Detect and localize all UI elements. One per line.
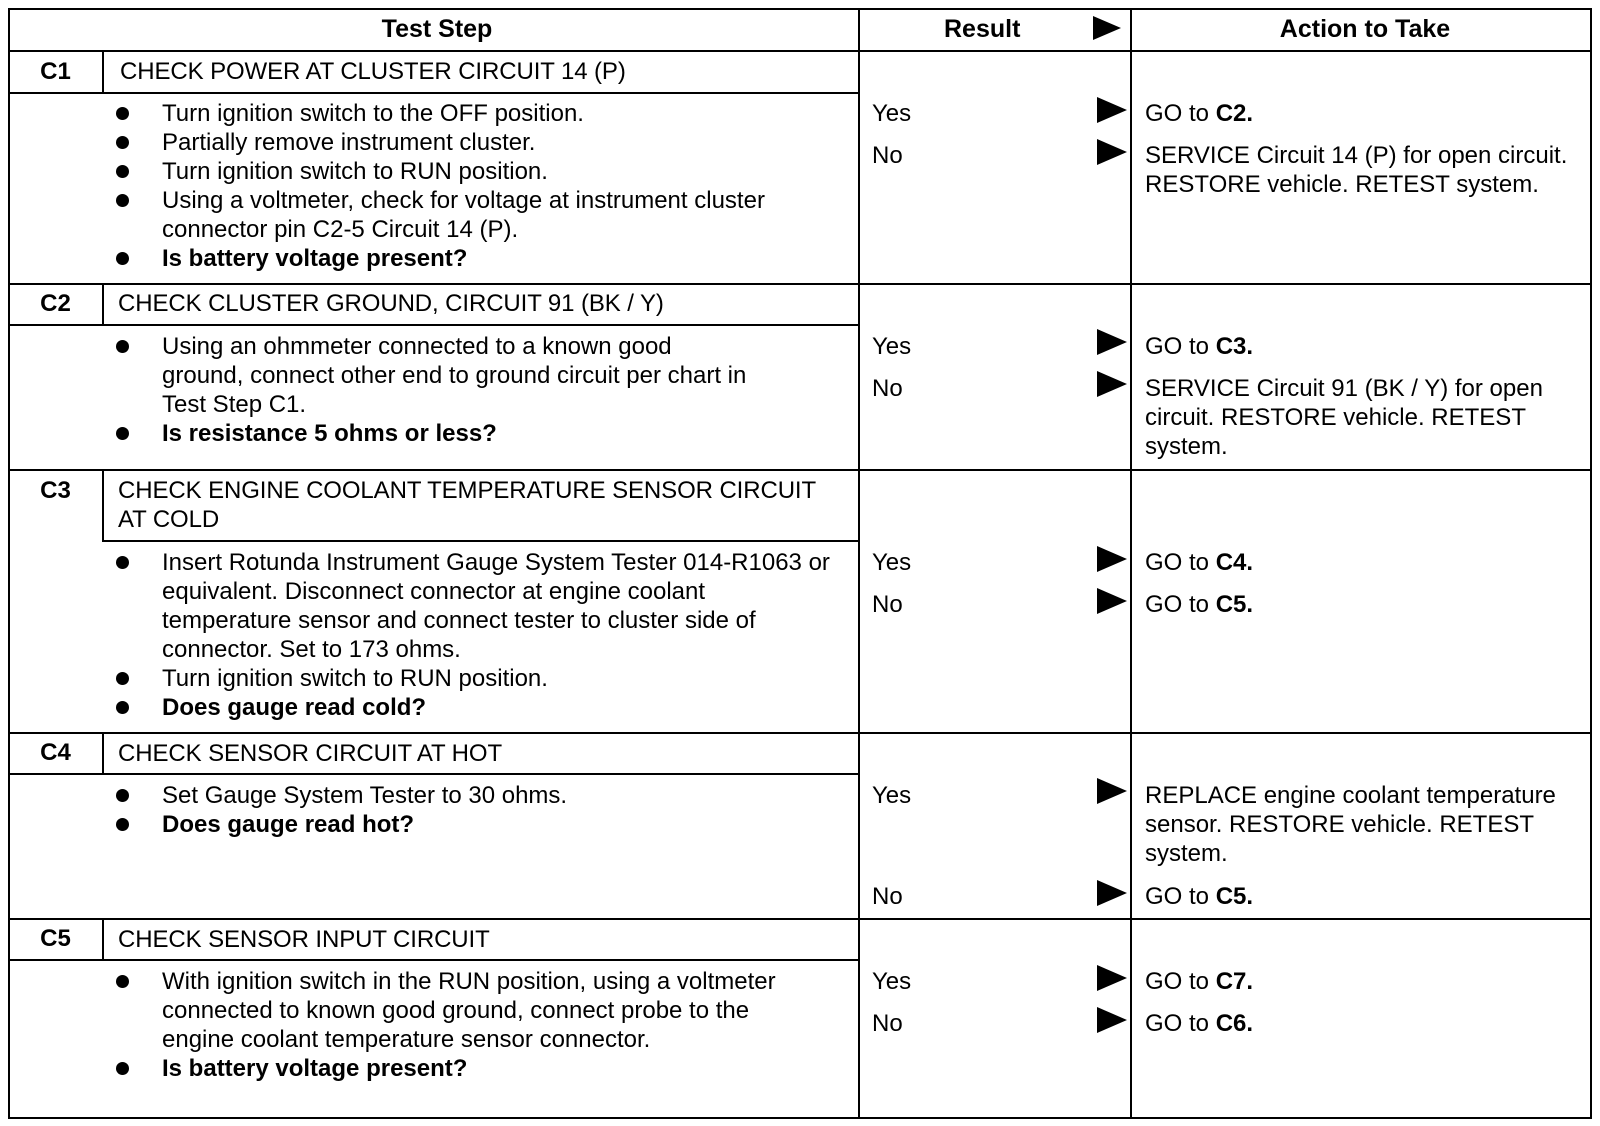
action-text: GO to C3. bbox=[1145, 333, 1254, 360]
result-no: No bbox=[872, 1010, 903, 1037]
arrow-icon bbox=[1097, 371, 1127, 397]
arrow-icon bbox=[1097, 97, 1127, 123]
bullet-icon bbox=[116, 194, 129, 207]
action-text: GO to C4. bbox=[1145, 549, 1254, 576]
bullet-icon bbox=[116, 975, 129, 988]
step-id: C4 bbox=[40, 739, 71, 766]
arrow-icon bbox=[1097, 778, 1127, 804]
header-action: Action to Take bbox=[1279, 15, 1451, 43]
bullet-icon bbox=[116, 701, 129, 714]
list-item: Is resistance 5 ohms or less? bbox=[116, 419, 756, 448]
header-test-step: Test Step bbox=[381, 15, 493, 43]
result-no: No bbox=[872, 883, 903, 910]
header-result: Result bbox=[944, 15, 1021, 43]
list-item: Turn ignition switch to the OFF position. bbox=[116, 99, 816, 128]
action-text: SERVICE Circuit 14 (P) for open circuit. RESTORE vehicle. RETEST system. bbox=[1145, 142, 1568, 198]
list-item: Is battery voltage present? bbox=[116, 244, 816, 273]
list-item: Using a voltmeter, check for voltage at instrument cluster connector pin C2-5 Circuit 14 (P). bbox=[116, 186, 796, 244]
bullet-icon bbox=[116, 556, 129, 569]
bullet-icon bbox=[116, 252, 129, 265]
result-yes: Yes bbox=[872, 333, 912, 360]
step-instructions bbox=[116, 781, 816, 839]
result-no: No bbox=[872, 142, 903, 169]
step-instructions bbox=[116, 332, 756, 448]
action-text: SERVICE Circuit 91 (BK / Y) for open circuit. RESTORE vehicle. RETEST system. bbox=[1145, 375, 1543, 460]
list-item: With ignition switch in the RUN position, using a voltmeter connected to known good ground, connect probe to the engine coolant temperature sensor connector. bbox=[116, 967, 776, 1054]
arrow-icon bbox=[1097, 880, 1127, 906]
arrow-icon bbox=[1097, 965, 1127, 991]
action-text: GO to C5. bbox=[1145, 591, 1254, 618]
step-title: CHECK CLUSTER GROUND, CIRCUIT 91 (BK / Y) bbox=[118, 290, 664, 317]
list-item: Partially remove instrument cluster. bbox=[116, 128, 816, 157]
arrow-icon bbox=[1097, 1007, 1127, 1033]
bullet-icon bbox=[116, 789, 129, 802]
action-text: GO to C2. bbox=[1145, 100, 1254, 127]
result-no: No bbox=[872, 591, 903, 618]
step-instructions bbox=[116, 548, 836, 722]
result-yes: Yes bbox=[872, 782, 912, 809]
step-instructions bbox=[116, 99, 816, 273]
list-item: Does gauge read cold? bbox=[116, 693, 836, 722]
arrow-icon bbox=[1097, 139, 1127, 165]
bullet-icon bbox=[116, 672, 129, 685]
step-id: C1 bbox=[40, 58, 71, 85]
bullet-icon bbox=[116, 1062, 129, 1075]
bullet-icon bbox=[116, 136, 129, 149]
arrow-icon bbox=[1093, 16, 1121, 40]
arrow-icon bbox=[1097, 546, 1127, 572]
list-item: Turn ignition switch to RUN position. bbox=[116, 664, 836, 693]
list-item: Set Gauge System Tester to 30 ohms. bbox=[116, 781, 816, 810]
action-text: GO to C7. bbox=[1145, 968, 1254, 995]
bullet-icon bbox=[116, 427, 129, 440]
bullet-icon bbox=[116, 340, 129, 353]
step-id: C2 bbox=[40, 290, 71, 317]
step-title: CHECK ENGINE COOLANT TEMPERATURE SENSOR CIRCUIT AT COLD bbox=[118, 477, 816, 533]
step-title: CHECK POWER AT CLUSTER CIRCUIT 14 (P) bbox=[120, 58, 626, 85]
step-instructions bbox=[116, 967, 776, 1083]
list-item: Using an ohmmeter connected to a known good ground, connect other end to ground circuit per chart in Test Step C1. bbox=[116, 332, 756, 419]
bullet-icon bbox=[116, 818, 129, 831]
result-yes: Yes bbox=[872, 968, 912, 995]
step-id: C5 bbox=[40, 925, 71, 952]
result-yes: Yes bbox=[872, 100, 912, 127]
list-item: Turn ignition switch to RUN position. bbox=[116, 157, 816, 186]
step-title: CHECK SENSOR CIRCUIT AT HOT bbox=[118, 740, 503, 767]
bullet-icon bbox=[116, 165, 129, 178]
bullet-icon bbox=[116, 107, 129, 120]
result-no: No bbox=[872, 375, 903, 402]
arrow-icon bbox=[1097, 588, 1127, 614]
list-item: Insert Rotunda Instrument Gauge System Tester 014-R1063 or equivalent. Disconnect connector at engine coolant temperature sensor and connect tester to cluster side of connector. Set to 173 ohms. bbox=[116, 548, 836, 664]
step-title: CHECK SENSOR INPUT CIRCUIT bbox=[118, 926, 490, 953]
list-item: Is battery voltage present? bbox=[116, 1054, 776, 1083]
action-text: GO to C6. bbox=[1145, 1010, 1254, 1037]
step-id: C3 bbox=[40, 477, 71, 504]
list-item: Does gauge read hot? bbox=[116, 810, 816, 839]
action-text: GO to C5. bbox=[1145, 883, 1254, 910]
arrow-icon bbox=[1097, 329, 1127, 355]
action-text: REPLACE engine coolant temperature sensor. RESTORE vehicle. RETEST system. bbox=[1145, 782, 1556, 867]
result-yes: Yes bbox=[872, 549, 912, 576]
